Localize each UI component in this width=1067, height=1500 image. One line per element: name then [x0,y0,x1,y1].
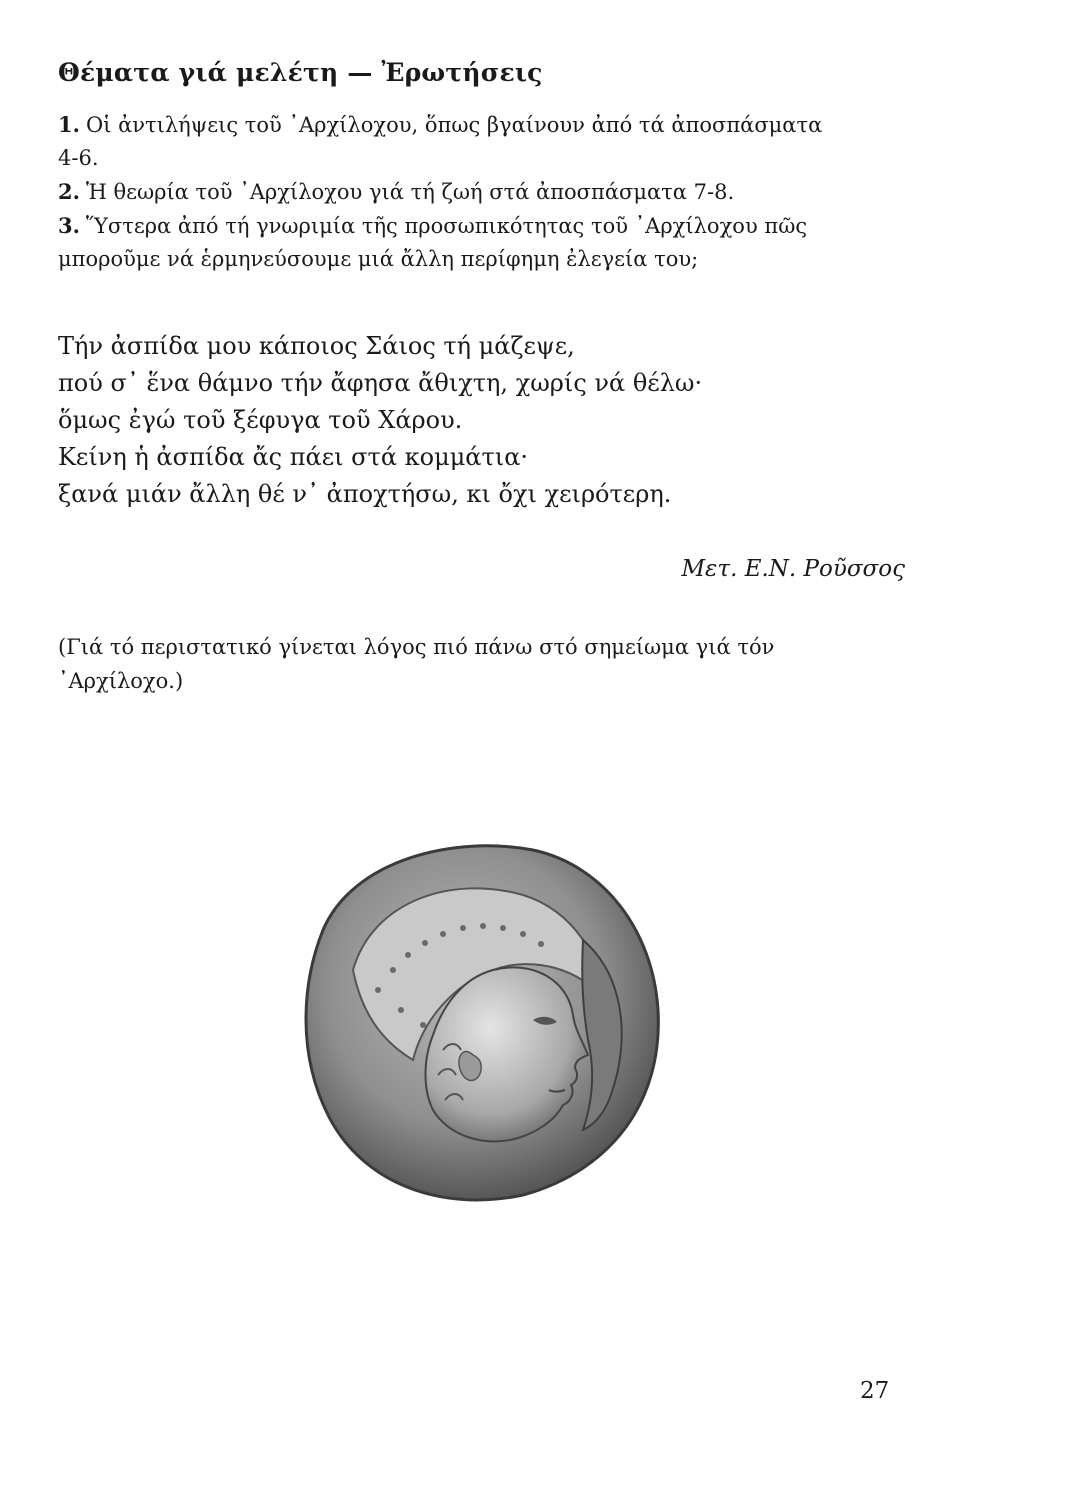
question-text: μποροῦμε νά ἑρμηνεύσουμε μιά ἄλλη περίφημη ἐλεγεία του; [58,247,699,271]
question-number: 2. [58,179,80,204]
poem-line: ξανά μιάν ἄλλη θέ ν᾿ ἀποχτήσω, κι ὄχι χειρότερη. [58,480,672,508]
question-text: Οἱ ἀντιλήψεις τοῦ ᾿Αρχίλοχου, ὅπως βγαίνουν ἀπό τά ἀποσπάσματα [85,113,823,137]
questions-list [58,108,898,276]
question-text: 4-6. [58,146,99,170]
question-text: Ὕστερα ἀπό τή γνωριμία τῆς προσωπικότητας τοῦ ᾿Αρχίλοχου πῶς [85,214,808,238]
poem-translation [58,328,918,513]
poem-line: ὅμως ἐγώ τοῦ ξέφυγα τοῦ Χάρου. [58,406,463,434]
question-number: 3. [58,213,80,238]
coin-portrait-image [283,820,673,1205]
question-3 [58,209,898,276]
section-heading: Θέματα γιά μελέτη — Ἐρωτήσεις [58,58,543,87]
poem-line: Κείνη ἡ ἀσπίδα ἄς πάει στά κομμάτια· [58,443,529,471]
footnote: (Γιά τό περιστατικό γίνεται λόγος πιό πάνω στό σημείωμα γιά τόν ᾿Αρχίλοχο.) [58,635,775,693]
question-1 [58,108,898,175]
question-text: Ἡ θεωρία τοῦ ᾿Αρχίλοχου γιά τή ζωή στά ἀποσπάσματα 7-8. [85,180,735,204]
question-number: 1. [58,112,80,137]
poem-line: Τήν ἀσπίδα μου κάποιος Σάιος τή μάζεψε, [58,332,575,360]
page-number: 27 [860,1378,890,1404]
poem-line: πού σ᾿ ἕνα θάμνο τήν ἄφησα ἄθιχτη, χωρίς νά θέλω· [58,369,703,397]
translator-credit: Μετ. Ε.Ν. Ροῦσσος [681,556,905,582]
question-2 [58,175,898,209]
